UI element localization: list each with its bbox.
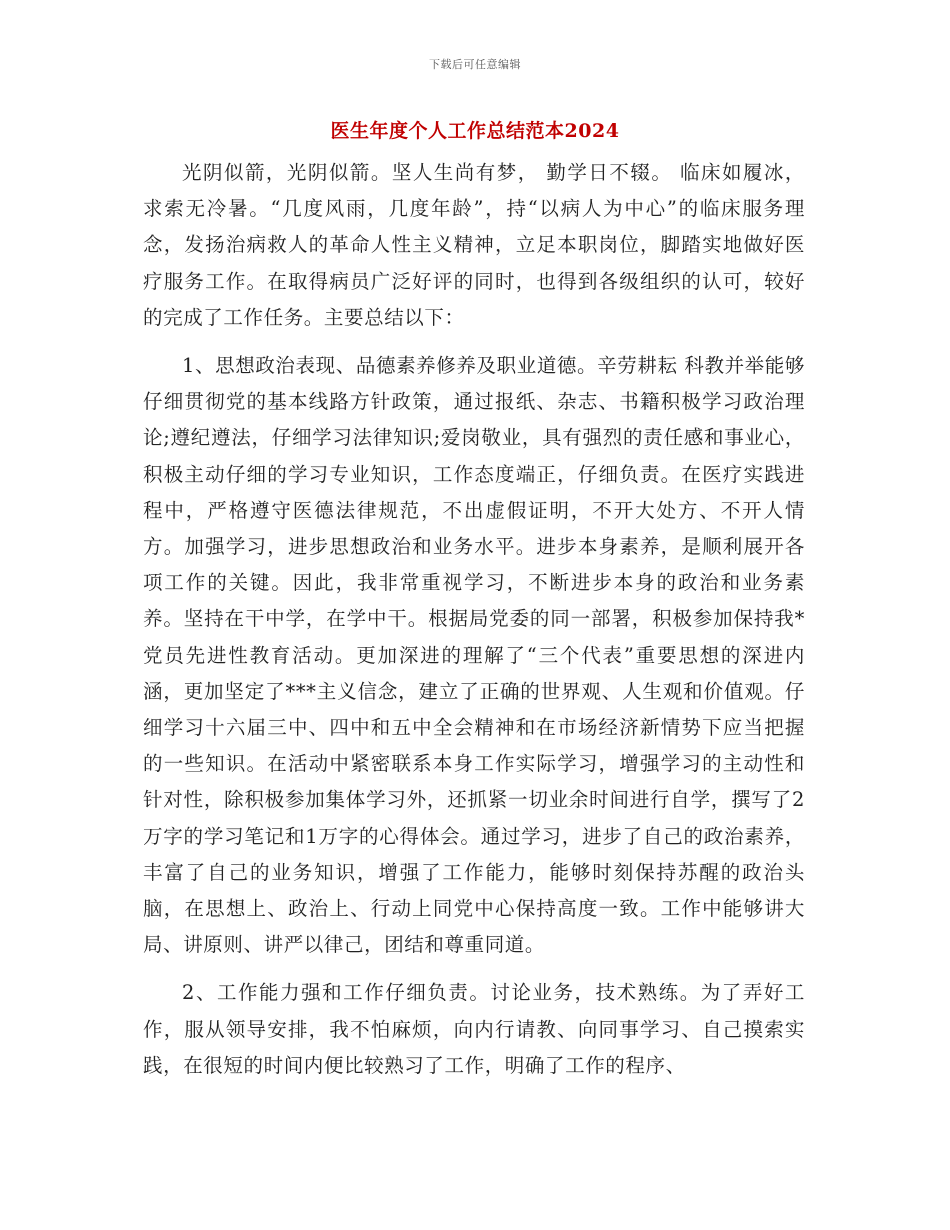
header-note: 下载后可任意编辑 [429,58,521,71]
document-body [143,155,805,1096]
paragraph-section-2: 2、工作能力强和工作仔细负责。讨论业务，技术熟练。为了弄好工作，服从领导安排，我不怕麻烦，向内行请教、向同事学习、自己摸索实践，在很短的时间内便比较熟习了工作，明确了工作的程序、 [143,981,805,1077]
paragraph-section-1: 1、思想政治表现、品德素养修养及职业道德。辛劳耕耘 科教并举能够仔细贯彻党的基本线路方针政策，通过报纸、杂志、书籍积极学习政治理论;遵纪遵法，仔细学习法律知识;爱岗敬业，具有强烈的责任感和事业心，积极主动仔细的学习专业知识，工作态度端正，仔细负责。在医疗实践进程中，严格遵守医德法律规范，不出虚假证明，不开大处方、不开人情方。加强学习，进步思想政治和业务水平。进步本身素养，是顺利展开各项工作的关键。因此，我非常重视学习，不断进步本身的政治和业务素养。坚持在干中学，在学中干。根据局党委的同一部署，积极参加保持我*党员先进性教育活动。更加深进的理解了“三个代表”重要思想的深进内涵，更加坚定了***主义信念，建立了正确的世界观、人生观和价值观。仔细学习十六届三中、四中和五中全会精神和在市场经济新情势下应当把握的一些知识。在活动中紧密联系本身工作实际学习，增强学习的主动性和针对性，除积极参加集体学习外，还抓紧一切业余时间进行自学，撰写了2万字的学习笔记和1万字的心得体会。通过学习，进步了自己的政治素养，丰富了自己的业务知识，增强了工作能力，能够时刻保持苏醒的政治头脑，在思想上、政治上、行动上同党中心保持高度一致。工作中能够讲大局、讲原则、讲严以律己，团结和尊重同道。 [143,354,805,957]
paragraph-intro: 光阴似箭，光阴似箭。坚人生尚有梦， 勤学日不辍。 临床如履冰， 求索无冷暑。“几度风雨，几度年龄”，持“以病人为中心”的临床服务理念，发扬治病救人的革命人性主义精神，立足本职岗位，脚踏实地做好医疗服务工作。在取得病员广泛好评的同时，也得到各级组织的认可，较好的完成了工作任务。主要总结以下： [143,161,805,329]
document-title: 医生年度个人工作总结范本2024 [330,120,620,142]
